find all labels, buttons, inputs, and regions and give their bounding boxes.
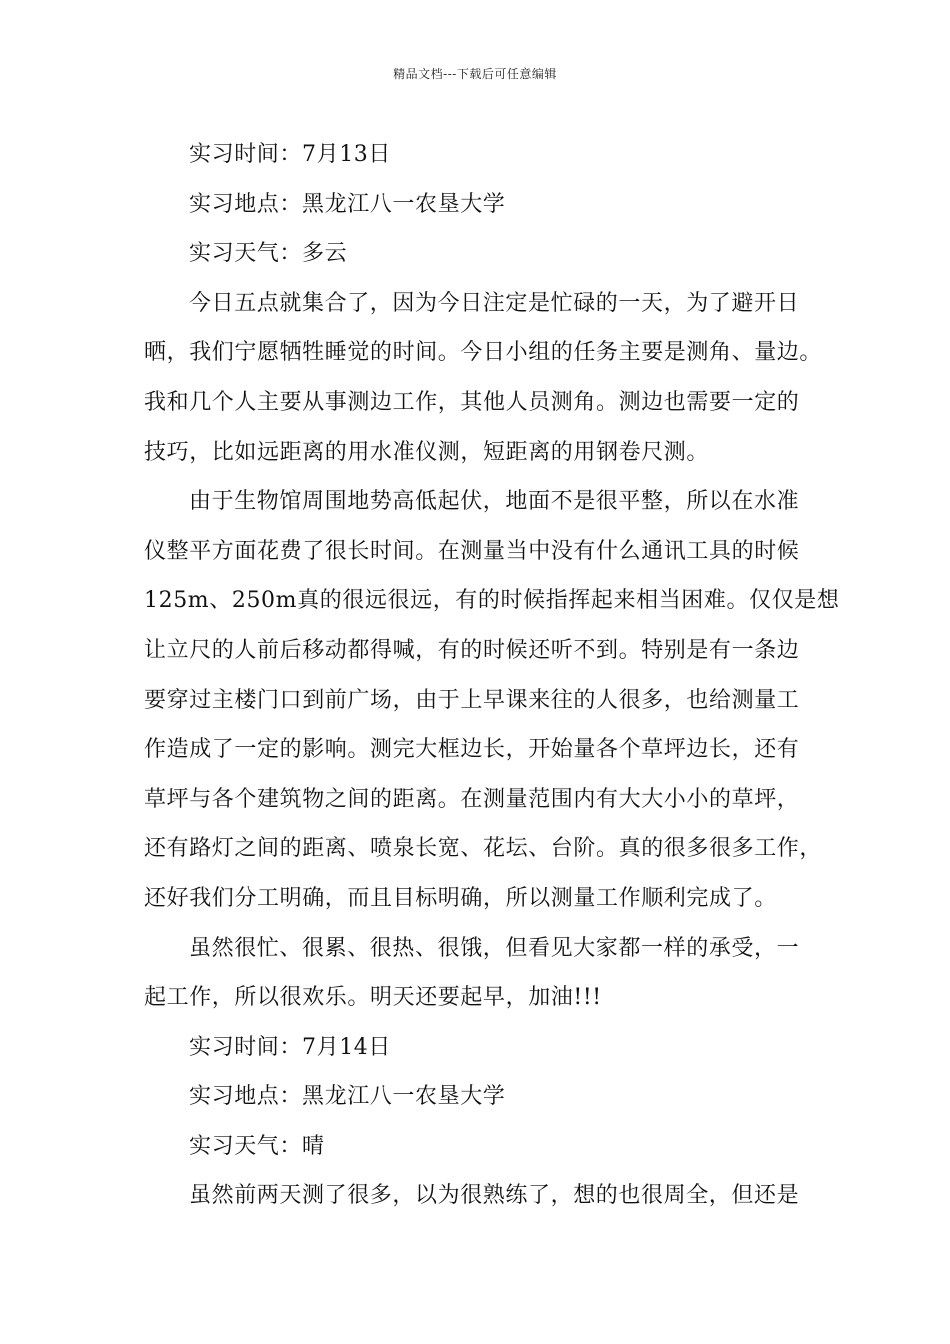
text-line: 实习天气：多云 [189,241,348,267]
text-line: 实习天气：晴 [189,1133,325,1159]
page-header: 精品文档---下载后可任意编辑 [393,67,557,81]
text-line: 技巧，比如远距离的用水准仪测，短距离的用钢卷尺测。 [144,439,710,465]
text-line: 虽然前两天测了很多，以为很熟练了，想的也很周全，但还是 [189,1183,800,1209]
text-line: 实习时间：7月14日 [189,1034,391,1060]
text-line: 草坪与各个建筑物之间的距离。在测量范围内有大大小小的草坪， [144,786,800,812]
text-line: 实习地点：黑龙江八一农垦大学 [189,1084,506,1110]
text-line: 今日五点就集合了，因为今日注定是忙碌的一天，为了避开日 [189,290,800,316]
text-line: 作造成了一定的影响。测完大框边长，开始量各个草坪边长，还有 [144,737,800,763]
text-line: 虽然很忙、很累、很热、很饿，但看见大家都一样的承受，一 [189,935,800,961]
text-line: 还有路灯之间的距离、喷泉长宽、花坛、台阶。真的很多很多工作， [144,836,823,862]
text-line: 起工作，所以很欢乐。明天还要起早，加油!!! [144,985,602,1011]
text-line: 实习时间：7月13日 [189,142,391,167]
text-line: 由于生物馆周围地势高低起伏，地面不是很平整，所以在水准 [189,489,800,515]
document-body [144,130,840,1221]
text-line: 让立尺的人前后移动都得喊，有的时候还听不到。特别是有一条边 [144,637,800,663]
text-line: 还好我们分工明确，而且目标明确，所以测量工作顺利完成了。 [144,885,777,911]
text-line: 125m、250m真的很远很远，有的时候指挥起来相当困难。仅仅是想 [144,588,840,614]
text-line: 我和几个人主要从事测边工作，其他人员测角。测边也需要一定的 [144,389,800,415]
text-line: 晒，我们宁愿牺牲睡觉的时间。今日小组的任务主要是测角、量边。 [144,340,823,366]
text-line: 要穿过主楼门口到前广场，由于上早课来往的人很多，也给测量工 [144,687,800,713]
text-line: 仪整平方面花费了很长时间。在测量当中没有什么通讯工具的时候 [144,538,800,564]
text-line: 实习地点：黑龙江八一农垦大学 [189,191,506,217]
